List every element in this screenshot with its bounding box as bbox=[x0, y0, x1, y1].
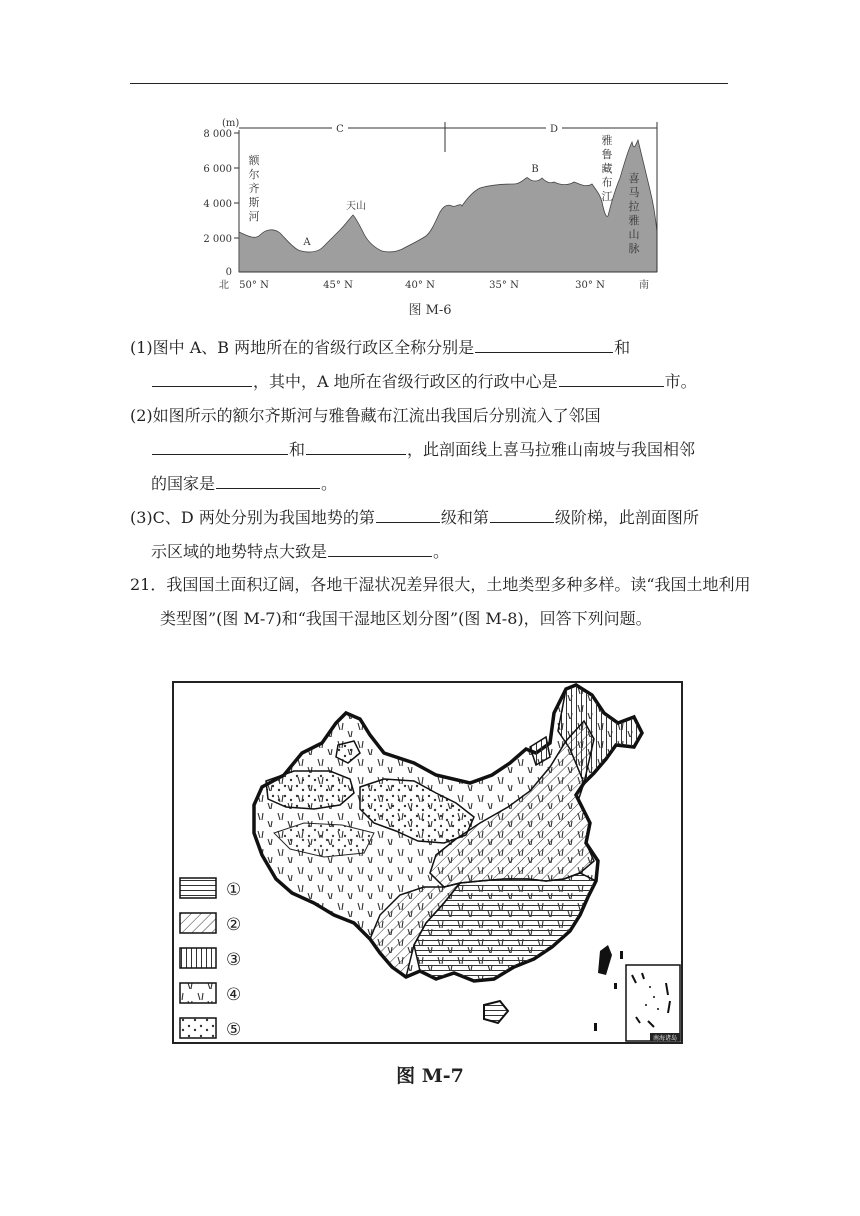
answer-blank[interactable] bbox=[152, 436, 288, 455]
y-axis-unit: (m) bbox=[222, 118, 240, 129]
answer-blank[interactable] bbox=[216, 470, 320, 489]
answer-blank[interactable] bbox=[475, 334, 613, 353]
south-china-sea-inset bbox=[626, 965, 680, 1042]
figure-m6-caption: 图 M-6 bbox=[408, 303, 452, 318]
y-tick-4000: 4 000 bbox=[203, 199, 232, 210]
y-tick-8000: 8 000 bbox=[203, 129, 232, 140]
x-tick-30n: 30° N bbox=[575, 280, 605, 291]
legend-5: ⑤ bbox=[226, 1020, 242, 1040]
x-tick-40n: 40° N bbox=[405, 280, 435, 291]
inset-label: 南海诸岛 bbox=[652, 1035, 678, 1042]
section-c-label: C bbox=[336, 124, 344, 135]
answer-blank[interactable] bbox=[306, 436, 406, 455]
x-tick-35n: 35° N bbox=[489, 280, 519, 291]
map-legend bbox=[180, 878, 241, 1040]
svg-text:喜马拉雅山脉: 喜马拉雅山脉 bbox=[628, 172, 640, 255]
north-label: 北 bbox=[219, 280, 229, 291]
svg-text:额尔齐斯河: 额尔齐斯河 bbox=[248, 154, 260, 223]
figure-m7-caption: 图 M-7 bbox=[396, 1065, 464, 1087]
erqisi-river-label bbox=[249, 153, 261, 223]
south-label: 南 bbox=[639, 280, 649, 291]
land-use-map-figure bbox=[172, 681, 683, 1044]
x-tick-50n: 50° N bbox=[239, 280, 269, 291]
answer-blank[interactable] bbox=[328, 538, 432, 557]
tianshan-label: 天山 bbox=[346, 201, 366, 212]
answer-blank[interactable] bbox=[490, 504, 554, 523]
answer-blank[interactable] bbox=[376, 504, 440, 523]
answer-blank[interactable] bbox=[559, 368, 664, 387]
legend-1: ① bbox=[226, 880, 242, 900]
legend-2: ② bbox=[226, 915, 242, 935]
question-21: 21．我国国土面积辽阔，各地干湿状况差异很大，土地类型多种多样。读“我国土地利用类型图”(图 M-7)和“我国干湿地区划分图”(图 M-8)，回答下列问题。 bbox=[130, 575, 751, 628]
section-d-label: D bbox=[549, 124, 559, 135]
legend-4: ④ bbox=[226, 985, 242, 1005]
question-2: (2)如图所示的额尔齐斯河与雅鲁藏布江流出我国后分别流入了邻国 和 ，此剖面线上喜马拉雅山南坡与我国相邻 的国家是 。 bbox=[130, 406, 696, 493]
terrain-profile-figure bbox=[203, 112, 680, 294]
header-rule bbox=[130, 83, 728, 84]
svg-text:雅鲁藏布江: 雅鲁藏布江 bbox=[601, 134, 613, 203]
y-tick-2000: 2 000 bbox=[203, 234, 232, 245]
legend-3: ③ bbox=[226, 950, 242, 970]
y-tick-6000: 6 000 bbox=[203, 164, 232, 175]
point-a-label: A bbox=[303, 237, 311, 248]
answer-blank[interactable] bbox=[152, 368, 252, 387]
terrain-silhouette bbox=[239, 140, 657, 272]
point-b-label: B bbox=[531, 164, 539, 175]
question-3: (3)C、D 两处分别为我国地势的第 级和第 级阶梯，此剖面图所 示区域的地势特点大致是 。 bbox=[130, 501, 730, 569]
x-tick-45n: 45° N bbox=[323, 280, 353, 291]
yarlung-river-label bbox=[602, 133, 613, 203]
question-1: (1)图中 A、B 两地所在的省级行政区全称分别是 和 ，其中，A 地所在省级行政区的行政中心是 市。 bbox=[130, 331, 730, 399]
y-tick-0: 0 bbox=[225, 267, 232, 278]
